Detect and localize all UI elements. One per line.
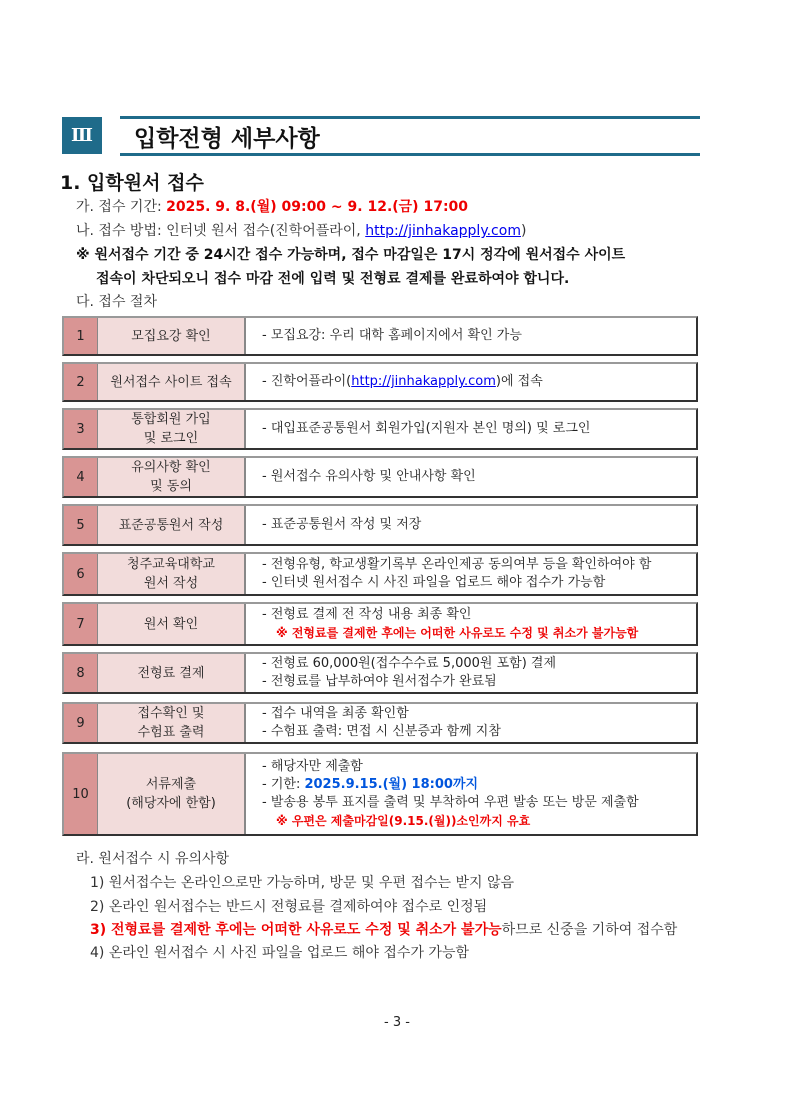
step-content (246, 364, 696, 400)
step-label: 서류제출 (해당자에 한함) (98, 754, 246, 834)
deadline-value: 2025.9.15.(월) 18:00까지 (304, 777, 479, 792)
procedure-step-9 (62, 702, 698, 744)
page-number: - 3 - (384, 1015, 410, 1030)
procedure-step-5 (62, 504, 698, 546)
section-rule-bottom (120, 153, 700, 156)
step-label: 모집요강 확인 (98, 318, 246, 354)
procedure-step-6 (62, 552, 698, 596)
caution-red-text: 3) 전형료를 결제한 후에는 어떠한 사유로도 수정 및 취소가 불가능 (90, 922, 502, 938)
step-detail: - 원서접수 유의사항 및 안내사항 확인 (262, 469, 476, 484)
period-line (76, 196, 468, 216)
step-label: 전형료 결제 (98, 654, 246, 692)
section-rule-top (120, 116, 700, 119)
caution-item: 2) 온라인 원서접수는 반드시 전형료를 결제하여야 접수로 인정됨 (90, 899, 488, 915)
step-detail: - 대입표준공통원서 회원가입(지원자 본인 명의) 및 로그인 (262, 421, 591, 436)
notice-line-1: ※ 원서접수 기간 중 24시간 접수 가능하며, 접수 마감일은 17시 정각에 원서접수 사이트 (76, 247, 626, 263)
step-label: 원서 확인 (98, 604, 246, 644)
step-label: 유의사항 확인 및 동의 (98, 458, 246, 496)
step-number: 9 (64, 704, 98, 742)
step-detail: - 전형유형, 학교생활기록부 온라인제공 동의여부 등을 확인하여야 함 (262, 557, 652, 572)
step-detail: - 표준공통원서 작성 및 저장 (262, 517, 422, 532)
procedure-step-1 (62, 316, 698, 356)
step-number: 1 (64, 318, 98, 354)
cautions-label: 라. 원서접수 시 유의사항 (76, 851, 230, 867)
section-title: 입학전형 세부사항 (134, 126, 320, 152)
step-detail: - 전형료 결제 전 작성 내용 최종 확인 (262, 607, 472, 622)
step-warning: ※ 우편은 제출마감일(9.15.(월))소인까지 유효 (276, 814, 531, 828)
step-label: 접수확인 및 수험표 출력 (98, 704, 246, 742)
period-value: 2025. 9. 8.(월) 09:00 ~ 9. 12.(금) 17:00 (166, 199, 469, 215)
step-content (246, 704, 696, 742)
step-detail: - 발송용 봉투 표지를 출력 및 부착하여 우편 발송 또는 방문 제출함 (262, 795, 639, 810)
procedure-step-10 (62, 752, 698, 836)
step-detail: - 인터넷 원서접수 시 사진 파일을 업로드 해야 접수가 가능함 (262, 575, 606, 590)
caution-item: 4) 온라인 원서접수 시 사진 파일을 업로드 해야 접수가 가능함 (90, 945, 469, 961)
step-number: 8 (64, 654, 98, 692)
step-detail: - 모집요강: 우리 대학 홈페이지에서 확인 가능 (262, 328, 522, 343)
step-content (246, 458, 696, 496)
notice-line-2: 접속이 차단되오니 접수 마감 전에 입력 및 전형료 결제를 완료하여야 합니다. (96, 271, 570, 287)
step-number: 4 (64, 458, 98, 496)
step-content (246, 604, 696, 644)
procedure-step-7 (62, 602, 698, 646)
period-label: 가. 접수 기간: (76, 199, 167, 215)
step-number: 7 (64, 604, 98, 644)
section-number-badge: Ⅲ (62, 117, 102, 154)
step-label: 원서접수 사이트 접속 (98, 364, 246, 400)
step-content (246, 506, 696, 544)
step-content (246, 554, 696, 594)
text: - 진학어플라이( (262, 374, 352, 389)
step-number: 5 (64, 506, 98, 544)
step-label: 표준공통원서 작성 (98, 506, 246, 544)
step-number: 10 (64, 754, 98, 834)
caution-item: 1) 원서접수는 온라인으로만 가능하며, 방문 및 우편 접수는 받지 않음 (90, 875, 515, 891)
step-content (246, 754, 696, 834)
step-label: 통합회원 가입 및 로그인 (98, 410, 246, 448)
caution-rest-text: 하므로 신중을 기하여 접수함 (501, 922, 678, 938)
procedure-step-2 (62, 362, 698, 402)
procedure-label: 다. 접수 절차 (76, 294, 157, 310)
procedure-step-8 (62, 652, 698, 694)
procedure-step-4 (62, 456, 698, 498)
step-label: 청주교육대학교 원서 작성 (98, 554, 246, 594)
step-detail: - 전형료 60,000원(접수수수료 5,000원 포함) 결제 (262, 656, 557, 671)
text: )에 접속 (495, 374, 543, 389)
step-detail: - 해당자만 제출함 (262, 759, 363, 774)
step-number: 6 (64, 554, 98, 594)
jinhakapply-link[interactable]: http://jinhakapply.com (351, 374, 496, 389)
step-detail: - 수험표 출력: 면접 시 신분증과 함께 지참 (262, 724, 501, 739)
step-content (246, 318, 696, 354)
step-number: 2 (64, 364, 98, 400)
heading: 1. 입학원서 접수 (60, 172, 204, 194)
jinhakapply-link[interactable]: http://jinhakapply.com (365, 223, 521, 239)
step-detail (262, 373, 696, 391)
step-content (246, 654, 696, 692)
step-detail (262, 776, 696, 794)
caution-item (90, 919, 677, 939)
step-content (246, 410, 696, 448)
procedure-step-3 (62, 408, 698, 450)
step-warning: ※ 전형료를 결제한 후에는 어떠한 사유로도 수정 및 취소가 불가능함 (276, 626, 639, 640)
deadline-label: - 기한: (262, 777, 305, 792)
method-suffix: ) (520, 223, 527, 239)
method-line (76, 220, 526, 240)
step-detail: - 접수 내역을 최종 확인함 (262, 706, 409, 721)
step-number: 3 (64, 410, 98, 448)
method-label: 나. 접수 방법: 인터넷 원서 접수(진학어플라이, (76, 223, 366, 239)
step-detail: - 전형료를 납부하여야 원서접수가 완료됨 (262, 674, 497, 689)
